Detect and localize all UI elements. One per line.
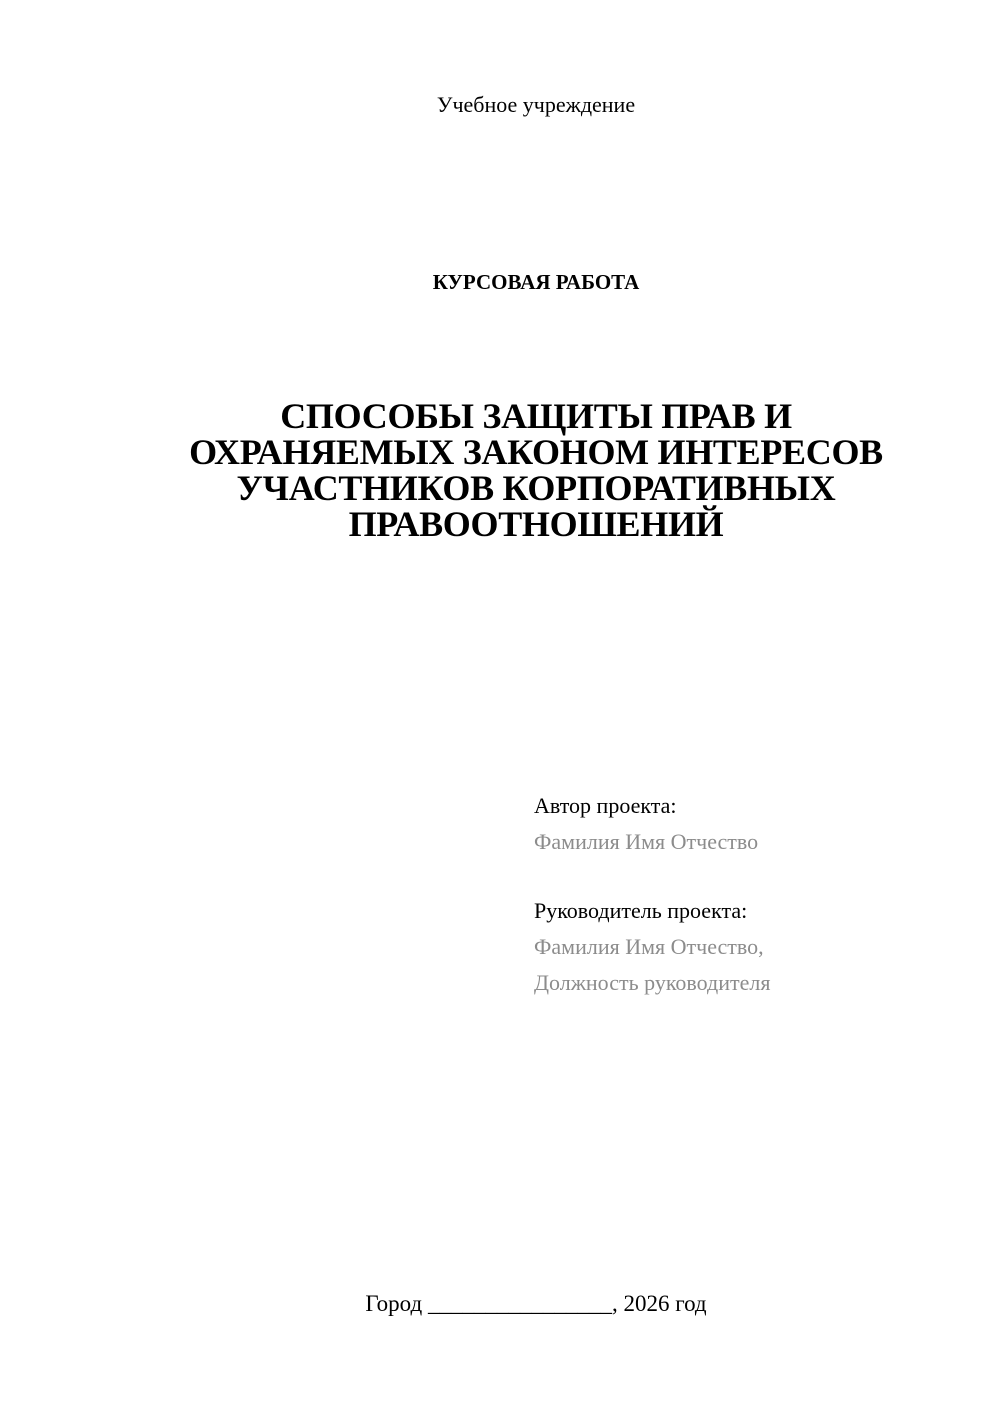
title-line: ПРАВООТНОШЕНИЙ <box>348 504 724 544</box>
title-line: СПОСОБЫ ЗАЩИТЫ ПРАВ И <box>280 396 792 436</box>
title-line: ОХРАНЯЕМЫХ ЗАКОНОМ ИНТЕРЕСОВ <box>189 432 883 472</box>
author-name: Фамилия Имя Отчество <box>534 829 759 854</box>
work-type-heading: КУРСОВАЯ РАБОТА <box>432 270 640 294</box>
supervisor-position: Должность руководителя <box>534 970 771 995</box>
institution-name: Учебное учреждение <box>436 92 636 117</box>
project-info-block <box>534 788 974 1001</box>
title-line: УЧАСТНИКОВ КОРПОРАТИВНЫХ <box>236 468 836 508</box>
city-year-line: Город ________________, 2026 год <box>365 1291 707 1316</box>
spacer <box>534 860 974 893</box>
author-label: Автор проекта: <box>534 793 677 818</box>
supervisor-name: Фамилия Имя Отчество, <box>534 934 764 959</box>
supervisor-label: Руководитель проекта: <box>534 898 748 923</box>
document-title <box>100 398 972 542</box>
